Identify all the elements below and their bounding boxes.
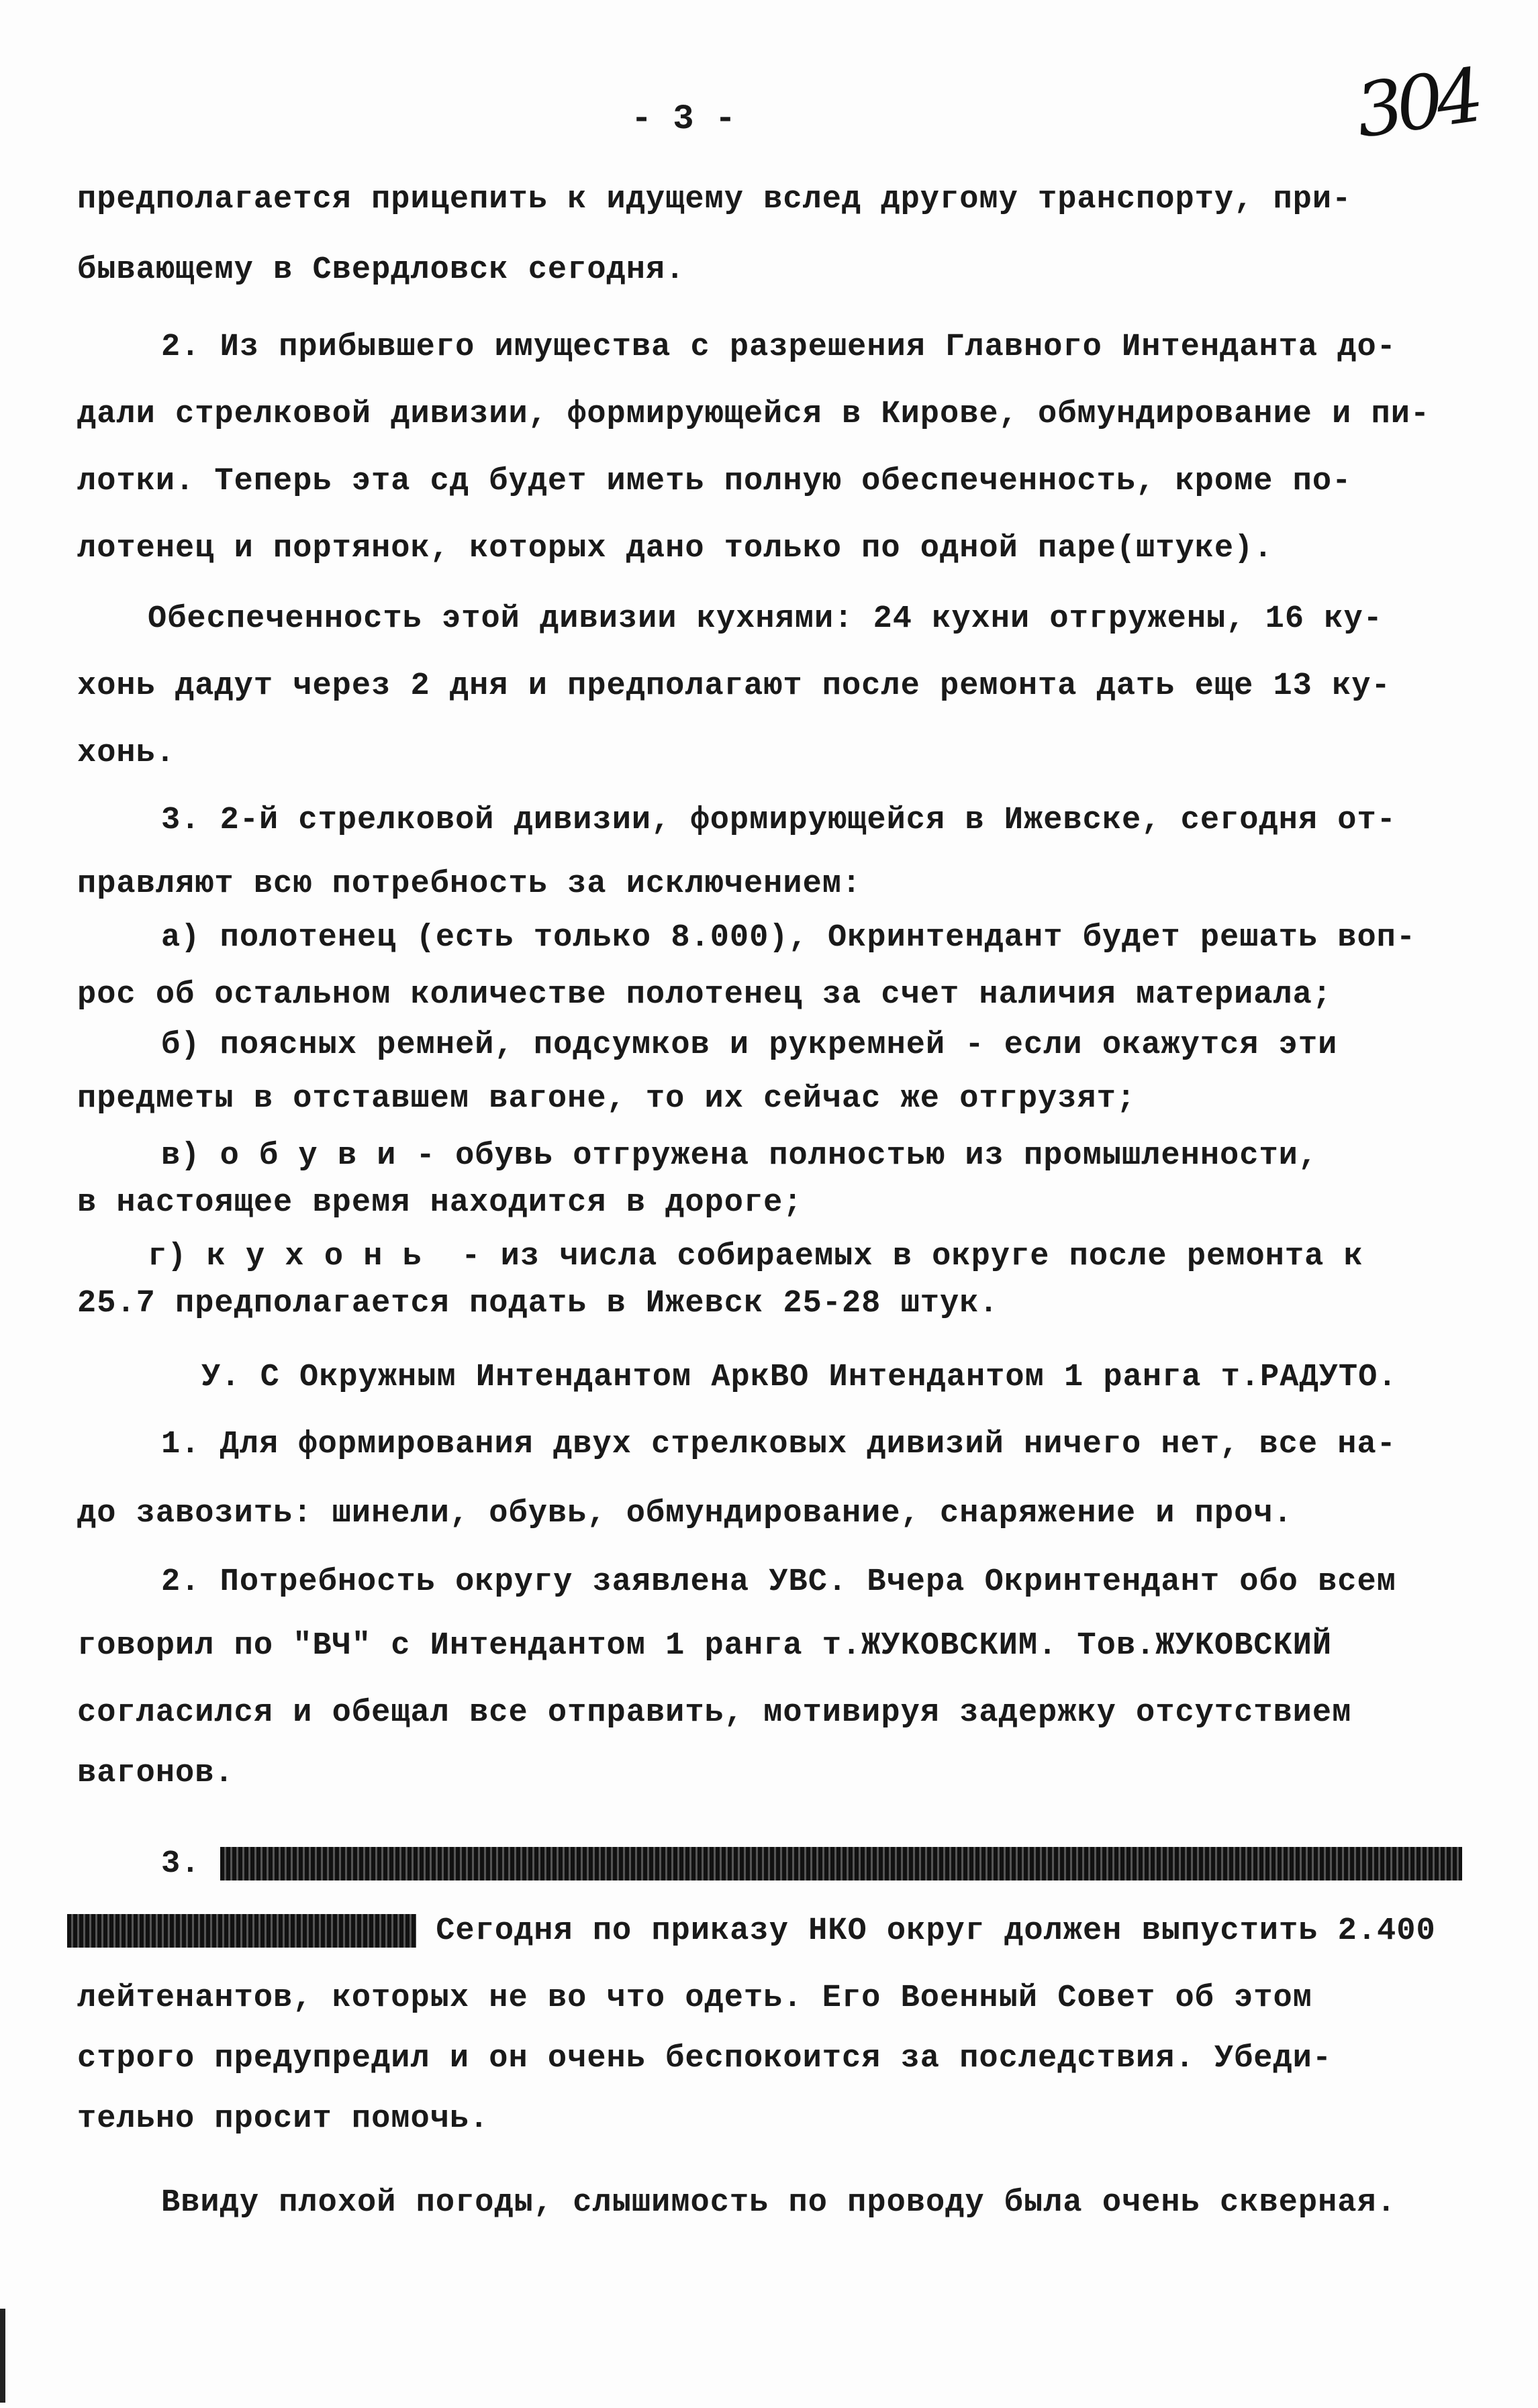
scan-edge-mark (0, 2309, 5, 2403)
handwritten-folio-number: 304 (1350, 52, 1482, 154)
text-line: 25.7 предполагается подать в Ижевск 25-28 штук. (77, 1286, 999, 1321)
closing-remark: Ввиду плохой погоды, слышимость по проводу была очень скверная. (161, 2185, 1396, 2221)
point-2-start: 2. Потребность округу заявлена УВС. Вчера Окринтендант обо всем (161, 1564, 1396, 1600)
text-line: дали стрелковой дивизии, формирующейся в Кирове, обмундирование и пи- (77, 397, 1431, 432)
point-3-start (161, 1846, 1462, 1883)
point-3-text: Сегодня по приказу НКО округ должен выпустить 2.400 (436, 1913, 1436, 1949)
text-line: тельно просит помочь. (77, 2101, 489, 2137)
text-line: согласился и обещал все отправить, мотивируя задержку отсутствием (77, 1695, 1352, 1731)
text-line: предполагается прицепить к идущему вслед другому транспорту, при- (77, 182, 1352, 217)
text-line: в настоящее время находится в дороге; (77, 1185, 803, 1221)
struck-out-text (220, 1847, 1462, 1880)
text-line: бывающему в Свердловск сегодня. (77, 252, 685, 288)
text-line: лотки. Теперь эта сд будет иметь полную обеспеченность, кроме по- (77, 464, 1352, 499)
paragraph-2-start: 2. Из прибывшего имущества с разрешения Главного Интенданта до- (161, 330, 1396, 365)
struck-out-text (67, 1914, 416, 1948)
text-line: лейтенантов, которых не во что одеть. Его Военный Совет об этом (77, 1980, 1312, 2016)
text-line: строго предупредил и он очень беспокоится за последствия. Убеди- (77, 2041, 1333, 2076)
text-line: говорил по "ВЧ" с Интендантом 1 ранга т.ЖУКОВСКИМ. Тов.ЖУКОВСКИЙ (77, 1628, 1333, 1664)
point-3-number: 3. (161, 1846, 201, 1882)
paragraph-3-start: 3. 2-й стрелковой дивизии, формирующейся в Ижевске, сегодня от- (161, 803, 1396, 838)
text-line: предметы в отставшем вагоне, то их сейчас же отгрузят; (77, 1081, 1137, 1117)
page-number: - 3 - (631, 99, 736, 139)
text-line: правляют всю потребность за исключением: (77, 866, 862, 902)
text-line: хонь дадут через 2 дня и предполагают после ремонта дать еще 13 ку- (77, 668, 1391, 704)
item-g: г) к у х о н ь - из числа собираемых в округе после ремонта к (148, 1239, 1363, 1274)
item-v: в) о б у в и - обувь отгружена полностью из промышленности, (161, 1138, 1318, 1174)
text-line: рос об остальном количестве полотенец за счет наличия материала; (77, 977, 1333, 1013)
section-heading-arkvo: У. С Окружным Интендантом АркВО Интендантом 1 ранга т.РАДУТО. (201, 1360, 1398, 1395)
text-line: лотенец и портянок, которых дано только по одной паре(штуке). (77, 531, 1273, 566)
text-line: хонь. (77, 736, 176, 771)
item-b: б) поясных ремней, подсумков и рукремней - если окажутся эти (161, 1027, 1338, 1063)
text-line: вагонов. (77, 1756, 234, 1791)
item-a: а) полотенец (есть только 8.000), Окринтендант будет решать воп- (161, 920, 1416, 956)
paragraph-kitchens-start: Обеспеченность этой дивизии кухнями: 24 кухни отгружены, 16 ку- (148, 601, 1383, 637)
text-line (67, 1913, 1436, 1950)
text-line: до завозить: шинели, обувь, обмундирование, снаряжение и проч. (77, 1496, 1293, 1532)
point-1-start: 1. Для формирования двух стрелковых дивизий ничего нет, все на- (161, 1427, 1396, 1462)
